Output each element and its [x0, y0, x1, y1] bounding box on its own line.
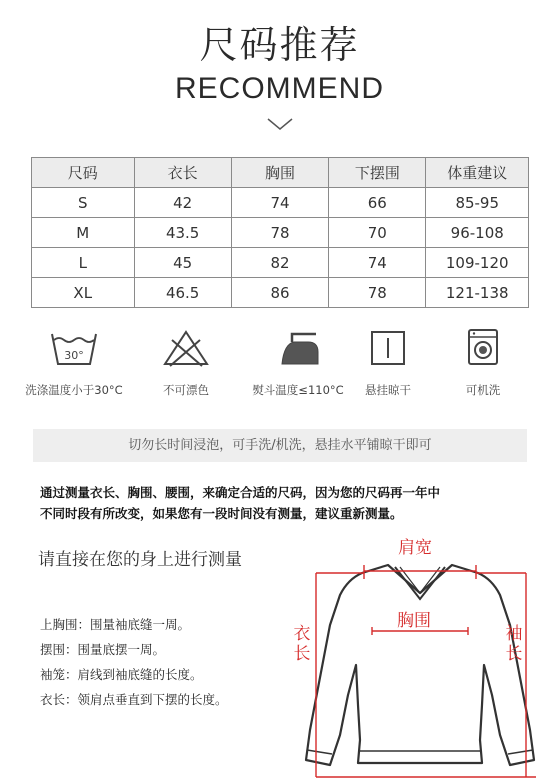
intro-line: 通过测量衣长、胸围、腰围，来确定合适的尺码，因为您的尺码再一年中 [40, 485, 441, 500]
column-header: 胸围 [231, 158, 328, 188]
table-cell: S [32, 188, 135, 218]
table-cell: 43.5 [134, 218, 231, 248]
care-label: 洗涤温度小于30°C [25, 383, 123, 397]
column-header: 下摆围 [329, 158, 426, 188]
care-label: 悬挂晾干 [365, 383, 411, 397]
table-cell: 121-138 [426, 278, 529, 308]
table-row [32, 248, 529, 278]
page-title: 尺码推荐 [199, 23, 360, 67]
size-table [31, 157, 529, 308]
care-item-wash [24, 328, 124, 398]
table-cell: 82 [231, 248, 328, 278]
iron-icon [272, 328, 324, 368]
garment-diagram [300, 555, 540, 780]
definition-item: 摆围：围量底摆一周。 [40, 642, 166, 657]
table-cell: 85-95 [426, 188, 529, 218]
table-row [32, 188, 529, 218]
shoulder-label: 肩宽 [398, 538, 432, 558]
chevron-down-icon [264, 114, 296, 134]
intro-paragraph [40, 482, 540, 524]
column-header: 体重建议 [426, 158, 529, 188]
definition-item: 上胸围：围量袖底缝一周。 [40, 617, 191, 632]
table-header-row [32, 158, 529, 188]
no-bleach-icon [160, 328, 212, 368]
care-item-machine [433, 328, 533, 398]
table-cell: 66 [329, 188, 426, 218]
intro-line: 不同时段有所改变，如果您有一段时间没有测量，建议重新测量。 [40, 506, 403, 521]
table-cell: 46.5 [134, 278, 231, 308]
table-row [32, 278, 529, 308]
table-cell: 96-108 [426, 218, 529, 248]
care-label: 不可漂色 [163, 383, 209, 397]
care-item-iron [248, 328, 348, 398]
table-cell: 78 [231, 218, 328, 248]
definition-item: 袖笼：肩线到袖底缝的长度。 [40, 667, 203, 682]
table-cell: 42 [134, 188, 231, 218]
table-cell: 45 [134, 248, 231, 278]
care-banner: 切勿长时间浸泡，可手洗/机洗，悬挂水平铺晾干即可 [33, 429, 527, 462]
length-label: 衣长 [293, 624, 311, 664]
table-cell: 70 [329, 218, 426, 248]
chest-label: 胸围 [397, 611, 431, 631]
care-item-hang [338, 328, 438, 398]
page-subtitle: RECOMMEND [175, 72, 384, 105]
table-cell: 86 [231, 278, 328, 308]
table-cell: 109-120 [426, 248, 529, 278]
column-header: 尺码 [32, 158, 135, 188]
column-header: 衣长 [134, 158, 231, 188]
care-label: 熨斗温度≤110°C [252, 383, 344, 397]
table-row [32, 218, 529, 248]
table-cell: 74 [329, 248, 426, 278]
definition-item: 衣长：领肩点垂直到下摆的长度。 [40, 692, 228, 707]
washing-machine-icon [457, 328, 509, 368]
wash-temp-text: 30° [64, 349, 84, 362]
hang-dry-icon [362, 328, 414, 368]
table-cell: 74 [231, 188, 328, 218]
care-item-bleach [136, 328, 236, 398]
care-label: 可机洗 [465, 383, 501, 397]
table-cell: XL [32, 278, 135, 308]
sleeve-label: 袖长 [505, 624, 523, 664]
table-cell: 78 [329, 278, 426, 308]
shirt-outline [306, 565, 534, 765]
wash-30-icon [48, 328, 100, 368]
table-cell: M [32, 218, 135, 248]
table-cell: L [32, 248, 135, 278]
measure-title: 请直接在您的身上进行测量 [38, 550, 242, 570]
